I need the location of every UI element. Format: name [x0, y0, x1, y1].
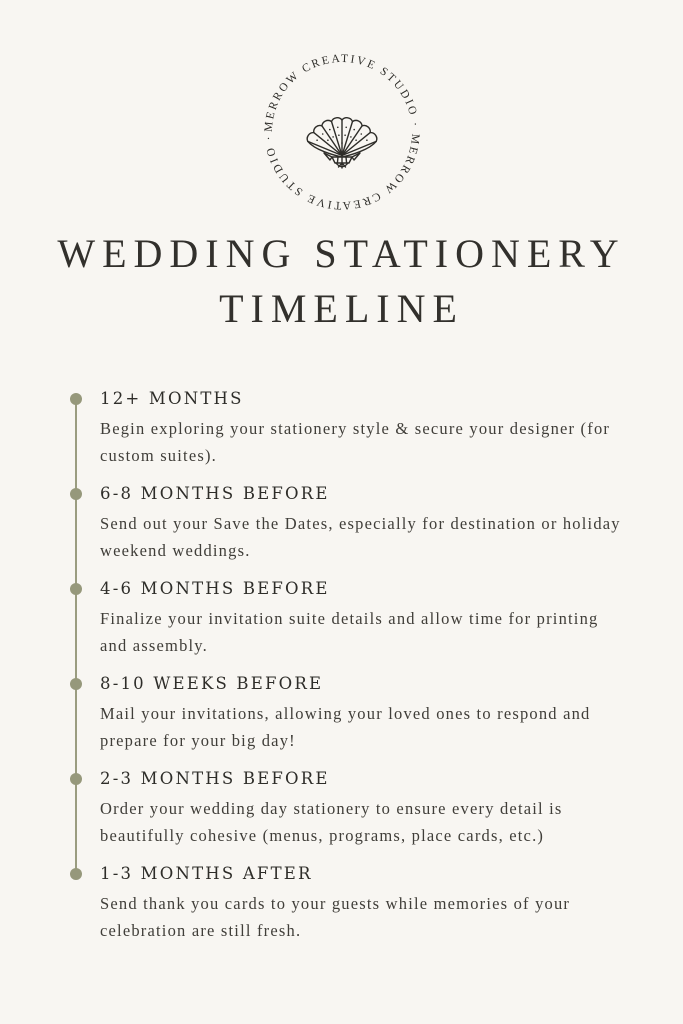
- timeline-entry: [60, 578, 623, 673]
- entry-description: Send thank you cards to your guests while memories of your celebration are still fresh.: [100, 894, 571, 940]
- entry-heading: 2-3 MONTHS BEFORE: [100, 769, 330, 788]
- page-title: [0, 226, 683, 336]
- entry-heading: 8-10 WEEKS BEFORE: [100, 674, 324, 693]
- timeline-entry: [60, 388, 623, 483]
- entry-description: Begin exploring your stationery style & secure your designer (for custom suites).: [100, 419, 611, 465]
- entry-description: Send out your Save the Dates, especially for destination or holiday weekend weddings.: [100, 514, 621, 560]
- page-title-line1: WEDDING STATIONERY: [57, 231, 626, 276]
- scallop-shell-icon: [262, 52, 422, 212]
- page-title-line2: TIMELINE: [219, 286, 464, 331]
- logo-circular-text: MERROW CREATIVE STUDIO · MERROW CREATIVE STUDIO ·: [262, 52, 421, 212]
- timeline-dot: [70, 488, 82, 500]
- timeline-dot: [70, 678, 82, 690]
- entry-heading: 4-6 MONTHS BEFORE: [100, 579, 330, 598]
- entry-heading: 6-8 MONTHS BEFORE: [100, 484, 330, 503]
- timeline-dot: [70, 393, 82, 405]
- entry-heading: 12+ MONTHS: [100, 389, 244, 408]
- logo-badge: [262, 52, 422, 212]
- entry-description: Mail your invitations, allowing your loved ones to respond and prepare for your big day!: [100, 704, 591, 750]
- timeline-entry: [60, 863, 623, 958]
- timeline-entry: [60, 483, 623, 578]
- entry-heading: 1-3 MONTHS AFTER: [100, 864, 313, 883]
- timeline-dot: [70, 583, 82, 595]
- timeline-dot: [70, 868, 82, 880]
- timeline-entry: [60, 768, 623, 863]
- entry-description: Finalize your invitation suite details and allow time for printing and assembly.: [100, 609, 599, 655]
- timeline: [60, 388, 623, 958]
- timeline-dot: [70, 773, 82, 785]
- timeline-entry: [60, 673, 623, 768]
- entry-description: Order your wedding day stationery to ensure every detail is beautifully cohesive (menus, programs, place cards, etc.): [100, 799, 563, 845]
